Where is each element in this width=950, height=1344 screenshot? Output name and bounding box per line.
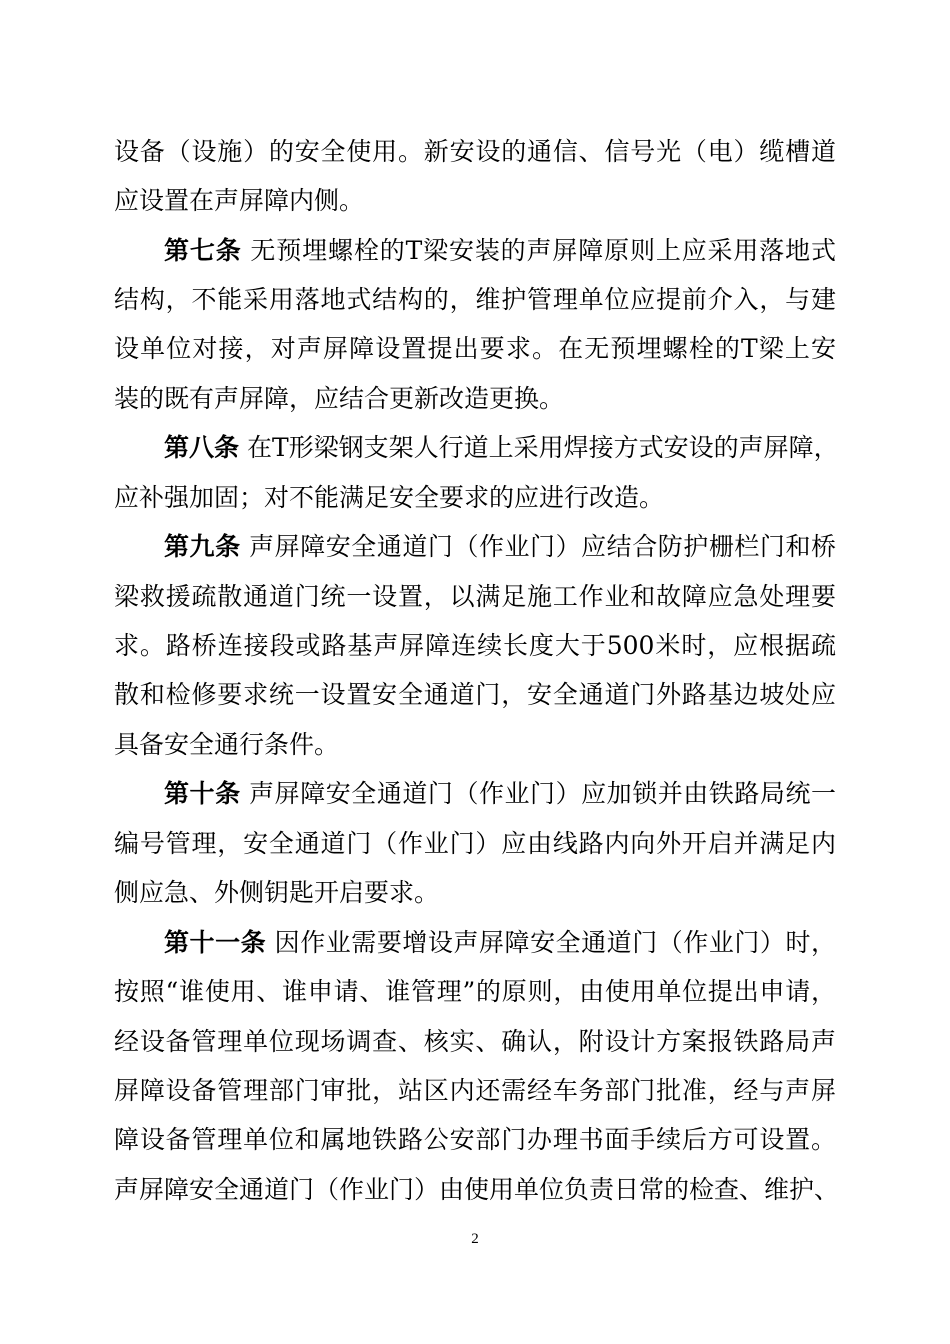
article-heading: 第十一条 [164,928,267,957]
paragraph-line: 应设置在声屏障内侧。 [114,186,365,215]
article-heading: 第九条 [164,532,241,561]
article-heading: 第十条 [164,779,241,808]
paragraph-line: 求。路桥连接段或路基声屏障连续长度大于500米时，应根据疏 [114,631,836,660]
article-heading: 第八条 [164,433,240,462]
paragraph-line: 编号管理，安全通道门（作业门）应由线路内向外开启并满足内 [114,829,836,858]
paragraph-line: 装的既有声屏障，应结合更新改造更换。 [114,384,565,413]
paragraph-line: 设备（设施）的安全使用。新安设的通信、信号光（电）缆槽道 [114,137,836,166]
paragraph-line: 应补强加固；对不能满足安全要求的应进行改造。 [114,483,665,512]
paragraph-line: 设单位对接，对声屏障设置提出要求。在无预埋螺栓的T梁上安 [114,334,836,363]
paragraph-line: 屏障设备管理部门审批，站区内还需经车务部门批准，经与声屏 [114,1076,836,1105]
article-8-first-line [164,432,839,464]
paragraph-text: 在T形梁钢支架人行道上采用焊接方式安设的声屏障， [246,433,839,462]
paragraph-line: 声屏障安全通道门（作业门）由使用单位负责日常的检查、维护、 [114,1175,840,1204]
paragraph-line: 经设备管理单位现场调查、核实、确认，附设计方案报铁路局声 [114,1027,836,1056]
page-number: 2 [471,1231,479,1247]
paragraph-line: 结构，不能采用落地式结构的，维护管理单位应提前介入，与建 [114,285,836,314]
paragraph-line: 障设备管理单位和属地铁路公安部门办理书面手续后方可设置。 [114,1125,836,1154]
article-heading: 第七条 [164,236,242,265]
paragraph-line: 按照“谁使用、谁申请、谁管理”的原则，由使用单位提出申请， [114,977,836,1006]
paragraph-text: 声屏障安全通道门（作业门）应加锁并由铁路局统一 [249,779,836,808]
paragraph-text: 无预埋螺栓的T梁安装的声屏障原则上应采用落地式 [250,236,836,265]
article-11-first-line [164,927,836,959]
article-10-first-line [164,778,836,810]
paragraph-text: 声屏障安全通道门（作业门）应结合防护栅栏门和桥 [249,532,836,561]
paragraph-line: 梁救援疏散通道门统一设置，以满足施工作业和故障应急处理要 [114,582,836,611]
paragraph-line: 散和检修要求统一设置安全通道门，安全通道门外路基边坡处应 [114,680,836,709]
paragraph-line: 侧应急、外侧钥匙开启要求。 [114,878,440,907]
article-9-first-line [164,531,836,563]
paragraph-line: 具备安全通行条件。 [114,730,340,759]
paragraph-text: 因作业需要增设声屏障安全通道门（作业门）时， [274,928,836,957]
article-7-first-line [164,235,836,267]
